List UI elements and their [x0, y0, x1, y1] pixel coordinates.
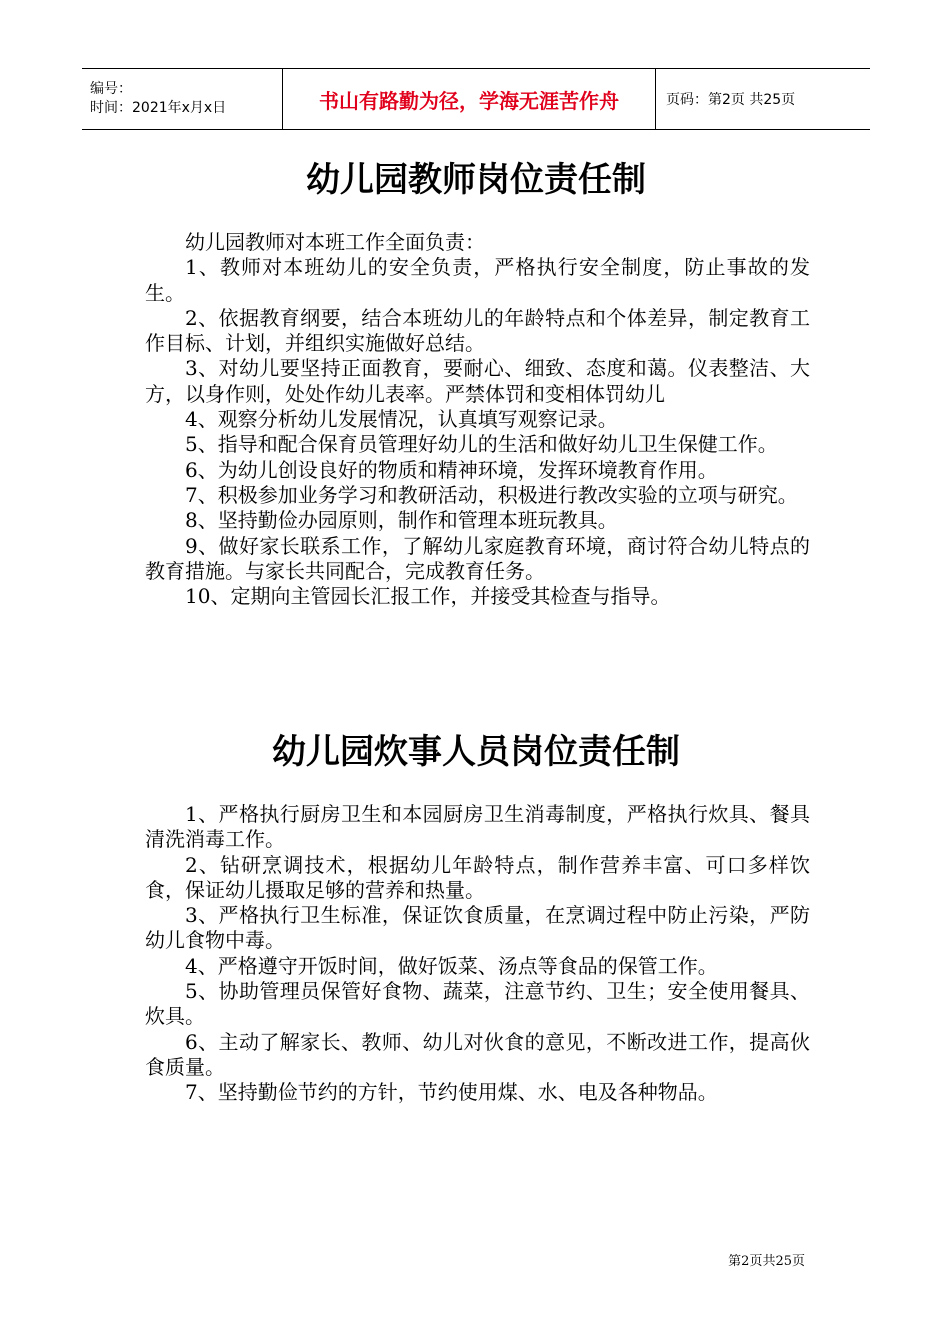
header-meta: [82, 69, 282, 129]
document-number-label: 编号：: [90, 81, 132, 97]
paragraph: 5、协助管理员保管好食物、蔬菜，注意节约、卫生；安全使用餐具、炊具。: [145, 979, 810, 1029]
paragraph: 8、坚持勤俭办园原则，制作和管理本班玩教具。: [185, 508, 618, 533]
page-header: [82, 68, 870, 130]
paragraph: 2、钻研烹调技术，根据幼儿年龄特点，制作营养丰富、可口多样饮食，保证幼儿摄取足够的营养和热量。: [145, 852, 810, 902]
paragraph: 4、严格遵守开饭时间，做好饭菜、汤点等食品的保管工作。: [185, 953, 718, 978]
paragraph: 9、做好家长联系工作，了解幼儿家庭教育环境，商讨符合幼儿特点的教育措施。与家长共同配合，完成教育任务。: [145, 533, 810, 583]
page-footer: 第2页共25页: [728, 1254, 805, 1269]
paragraph: 3、严格执行卫生标准，保证饮食质量，在烹调过程中防止污染，严防幼儿食物中毒。: [145, 903, 810, 953]
paragraph: 6、主动了解家长、教师、幼儿对伙食的意见，不断改进工作，提高伙食质量。: [145, 1029, 810, 1079]
header-page-number: 页码：第2页 共25页: [666, 92, 796, 108]
section-title-teacher: 幼儿园教师岗位责任制: [306, 160, 646, 200]
paragraph: 幼儿园教师对本班工作全面负责：: [185, 230, 485, 254]
document-date: 时间：2021年x月x日: [90, 100, 227, 116]
paragraph: 6、为幼儿创设良好的物质和精神环境，发挥环境教育作用。: [185, 457, 718, 482]
paragraph: 5、指导和配合保育员管理好幼儿的生活和做好幼儿卫生保健工作。: [185, 432, 778, 457]
paragraph: 2、依据教育纲要，结合本班幼儿的年龄特点和个体差异，制定教育工作目标、计划，并组织实施做好总结。: [145, 305, 810, 356]
paragraph: 3、对幼儿要坚持正面教育，要耐心、细致、态度和蔼。仪表整洁、大方，以身作则，处处作幼儿表率。严禁体罚和变相体罚幼儿: [145, 356, 810, 406]
paragraph: 1、教师对本班幼儿的安全负责，严格执行安全制度，防止事故的发生。: [145, 255, 810, 305]
paragraph: 7、积极参加业务学习和教研活动，积极进行教改实验的立项与研究。: [185, 482, 798, 507]
paragraph: 1、严格执行厨房卫生和本园厨房卫生消毒制度，严格执行炊具、餐具清洗消毒工作。: [145, 802, 810, 852]
section-title-kitchen: 幼儿园炊事人员岗位责任制: [272, 732, 680, 772]
paragraph: 7、坚持勤俭节约的方针，节约使用煤、水、电及各种物品。: [185, 1080, 718, 1105]
paragraph: 4、观察分析幼儿发展情况，认真填写观察记录。: [185, 407, 618, 432]
section-body-teacher: [145, 230, 810, 609]
paragraph: 10、定期向主管园长汇报工作，并接受其检查与指导。: [185, 584, 671, 609]
header-motto: 书山有路勤为径，学海无涯苦作舟: [282, 69, 656, 129]
section-body-kitchen: [145, 802, 810, 1106]
